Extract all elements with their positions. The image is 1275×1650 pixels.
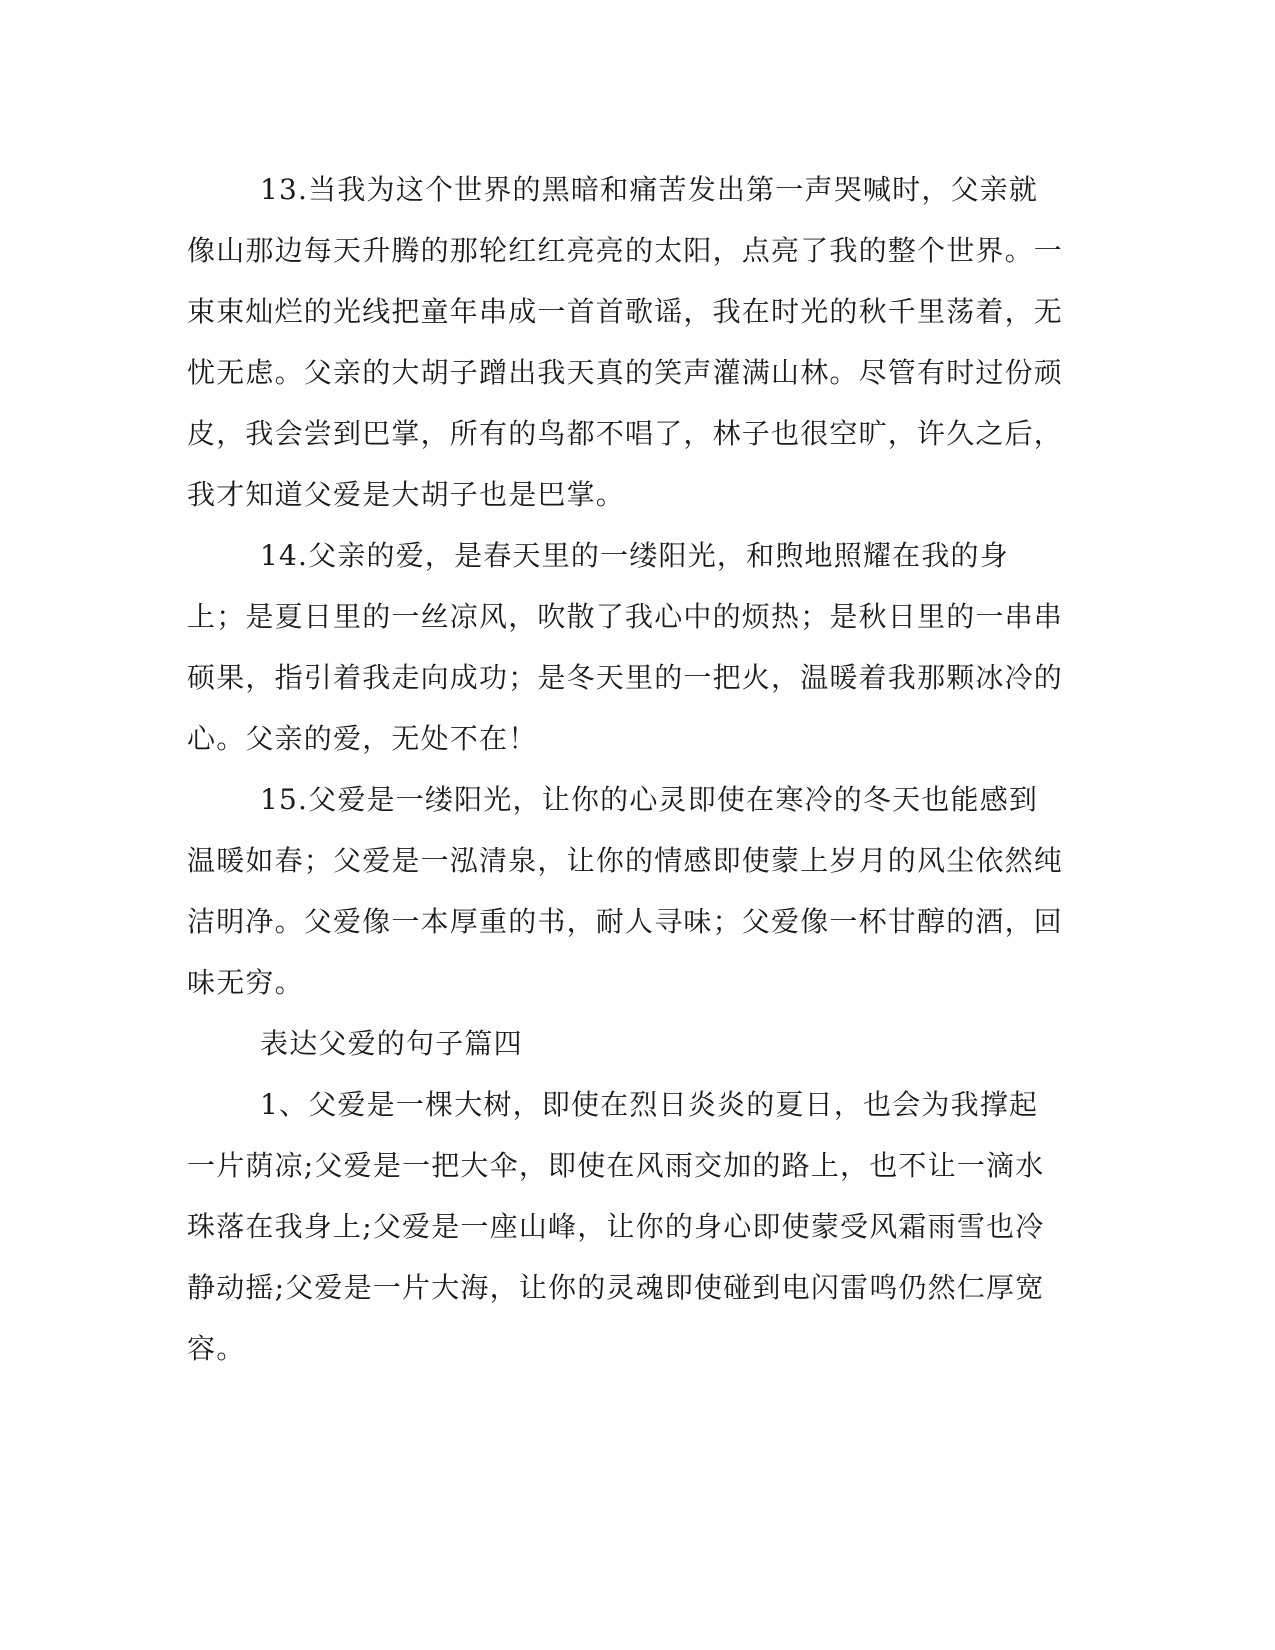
paragraph-14: 14.父亲的爱，是春天里的一缕阳光，和煦地照耀在我的身上；是夏日里的一丝凉风，吹散了我心中的烦热；是秋日里的一串串硕果，指引着我走向成功；是冬天里的一把火，温暖着我那颗冰冷的心。父亲的爱，无处不在！	[187, 539, 1064, 755]
section-paragraph-1: 1、父爱是一棵大树，即使在烈日炎炎的夏日，也会为我撑起一片荫凉;父爱是一把大伞，即使在风雨交加的路上，也不让一滴水珠落在我身上;父爱是一座山峰，让你的身心即使蒙受风霜雨雪也冷静动摇;父爱是一片大海，让你的灵魂即使碰到电闪雷鸣仍然仁厚宽容。	[187, 1088, 1045, 1365]
paragraph-15: 15.父爱是一缕阳光，让你的心灵即使在寒冷的冬天也能感到温暖如春；父爱是一泓清泉，让你的情感即使蒙上岁月的风尘依然纯洁明净。父爱像一本厚重的书，耐人寻味；父爱像一杯甘醇的酒，回味无穷。	[187, 783, 1064, 999]
section-heading: 表达父爱的句子篇四	[260, 1027, 523, 1060]
paragraph-13: 13.当我为这个世界的黑暗和痛苦发出第一声哭喊时，父亲就像山那边每天升腾的那轮红红亮亮的太阳，点亮了我的整个世界。一束束灿烂的光线把童年串成一首首歌谣，我在时光的秋千里荡着，无忧无虑。父亲的大胡子蹭出我天真的笑声灌满山林。尽管有时过份顽皮，我会尝到巴掌，所有的鸟都不唱了，林子也很空旷，许久之后，我才知道父爱是大胡子也是巴掌。	[187, 173, 1064, 511]
document-body	[187, 159, 1067, 1379]
